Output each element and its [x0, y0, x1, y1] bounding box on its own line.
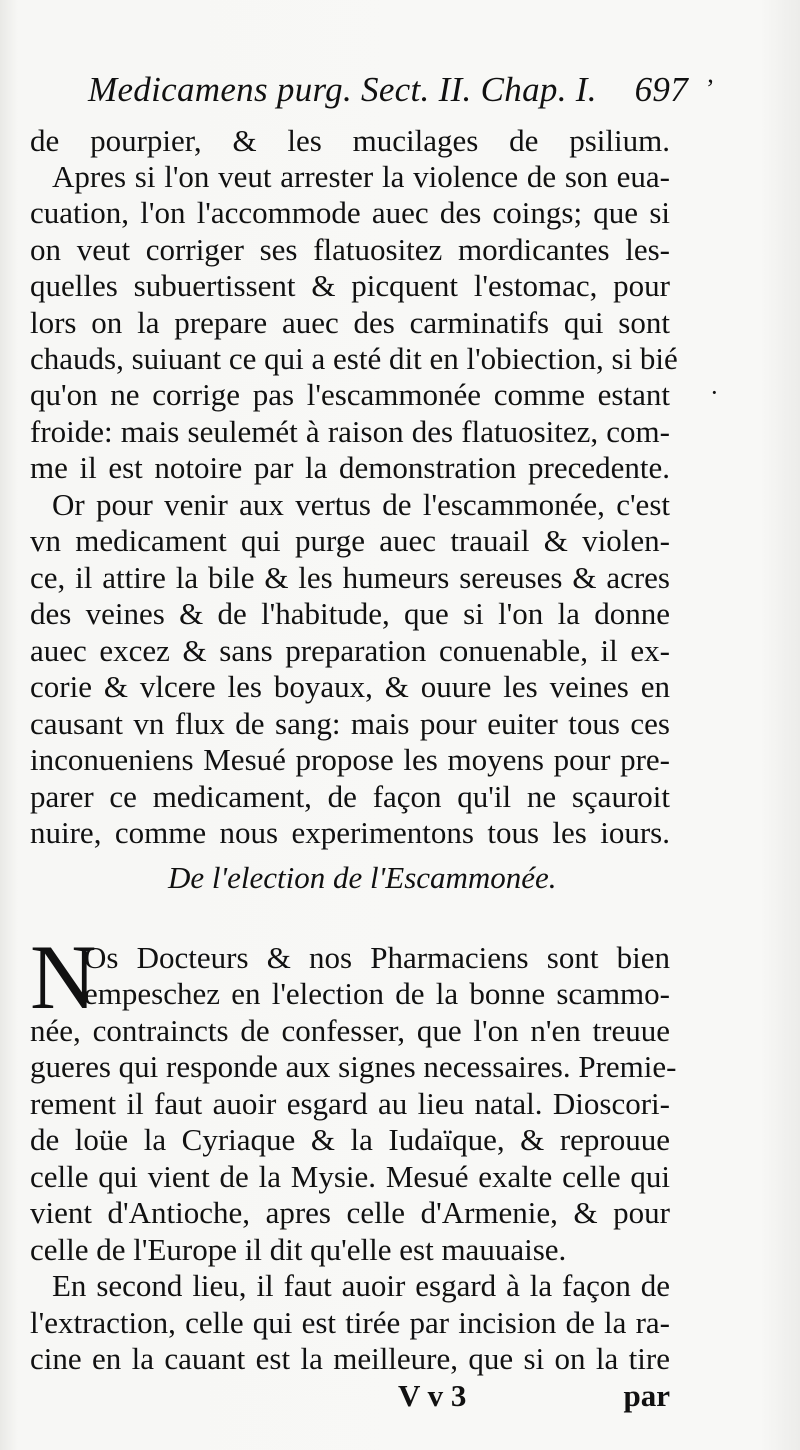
text-line: cuation, l'on l'accommode auec des coings; que si [30, 195, 670, 230]
text-line: cine en la cauant est la meilleure, que si on la tire [30, 1341, 670, 1376]
drop-cap: N [30, 926, 97, 1028]
text-line: Or pour venir aux vertus de l'escammonée, c'est [52, 487, 670, 522]
text-line: ce, il attire la bile & les humeurs sereuses & acres [30, 560, 670, 595]
text-line: des veines & de l'habitude, que si l'on la donne [30, 596, 670, 631]
text-line: auec excez & sans preparation conuenable, il ex- [30, 633, 670, 668]
text-line: me il est notoire par la demonstration precedente. [30, 450, 670, 485]
text-line: on veut corriger ses flatuositez mordicantes les- [30, 232, 670, 267]
margin-speck: ʼ [706, 74, 715, 103]
text-line: celle de l'Europe il dit qu'elle est mauuaise. [30, 1232, 567, 1267]
text-line: empeschez en l'election de la bonne scammo- [84, 976, 670, 1011]
text-line: gueres qui responde aux signes necessaires. Premie- [30, 1049, 677, 1084]
text-line: l'extraction, celle qui est tirée par incision de la ra- [30, 1305, 670, 1340]
text-line: de loüe la Cyriaque & la Iudaïque, & reprouue [30, 1122, 670, 1157]
text-line: qu'on ne corrige pas l'escammonée comme estant [30, 377, 670, 412]
page-footer [30, 1378, 670, 1418]
text-line: vn medicament qui purge auec trauail & violen- [30, 523, 670, 558]
text-line: nuire, comme nous experimentons tous les iours. [30, 815, 670, 850]
text-line: parer ce medicament, de façon qu'il ne sçauroit [30, 779, 670, 814]
text-line: née, contraincts de confesser, que l'on n'en treuue [30, 1013, 670, 1048]
text-line: de pourpier, & les mucilages de psilium. [30, 123, 670, 158]
catchword: par [623, 1378, 670, 1413]
text-line: inconueniens Mesué propose les moyens pour pre- [30, 742, 670, 777]
text-line: causant vn flux de sang: mais pour euiter tous ces [30, 706, 670, 741]
running-title: Medicamens purg. Sect. II. Chap. I. [88, 70, 597, 109]
text-line: chauds, suiuant ce qui a esté dit en l'obiection, si bié [30, 341, 678, 376]
text-line: Os Docteurs & nos Pharmaciens sont bien [84, 940, 670, 975]
text-line: vient d'Antioche, apres celle d'Armenie, & pour [30, 1195, 670, 1230]
text-line: celle qui vient de la Mysie. Mesué exalte celle qui [30, 1159, 670, 1194]
text-line: Apres si l'on veut arrester la violence de son eua- [52, 159, 670, 194]
signature-mark: V v 3 [398, 1378, 467, 1413]
text-line: lors on la prepare auec des carminatifs qui sont [30, 305, 670, 340]
section-subheading: De l'election de l'Escammonée. [168, 860, 557, 895]
text-line: quelles subuertissent & picquent l'estomac, pour [30, 268, 670, 303]
margin-speck: · [710, 378, 719, 407]
page-number: 697 [634, 70, 688, 109]
running-header [88, 70, 688, 120]
text-line: corie & vlcere les boyaux, & ouure les veines en [30, 669, 670, 704]
text-line: En second lieu, il faut auoir esgard à la façon de [52, 1268, 670, 1303]
text-line: froide: mais seulemét à raison des flatuositez, com- [30, 414, 670, 449]
text-line: rement il faut auoir esgard au lieu natal. Dioscori- [30, 1086, 670, 1121]
